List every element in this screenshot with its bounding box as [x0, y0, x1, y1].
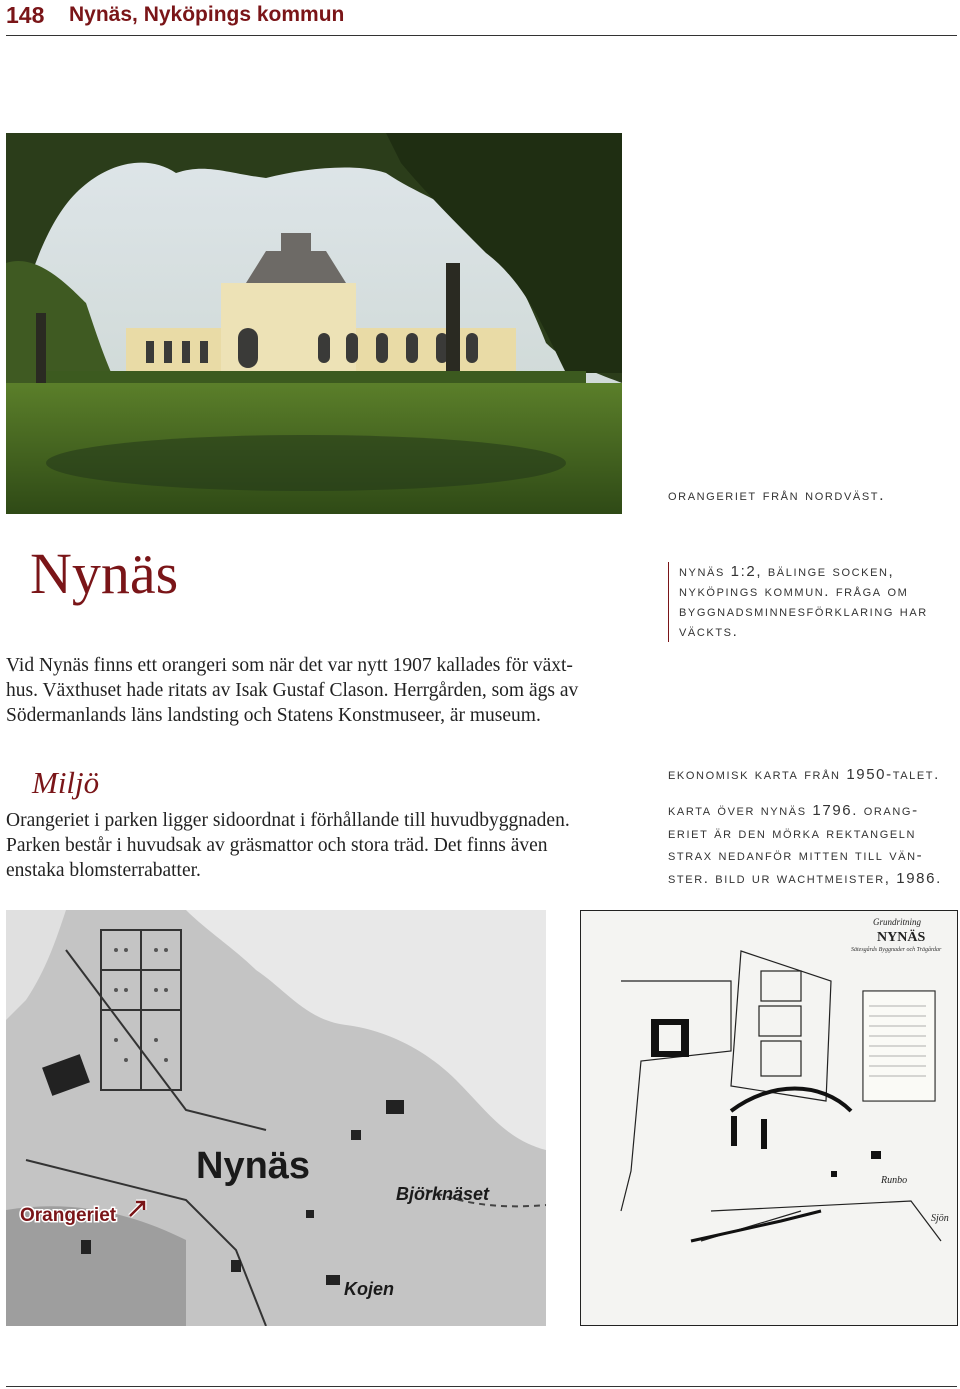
intro-paragraph [6, 653, 578, 728]
intro-line: Vid Nynäs finns ett orangeri som när det var nytt 1907 kallades för växt- [6, 655, 573, 676]
miljo-line: enstaka blomsterrabatter. [6, 860, 201, 881]
property-info [668, 562, 960, 642]
section-heading: Miljö [32, 765, 100, 800]
map2-label-sjon: Sjön [931, 1213, 949, 1224]
property-info-line: nyköpings kommun. fråga om [679, 583, 909, 600]
miljo-line: Orangeriet i parken ligger sidoordnat i förhållande till huvudbyggnaden. [6, 810, 570, 831]
map2-caption-line: ster. bild ur wachtmeister, 1986. [668, 869, 942, 887]
historic-map-1796 [580, 910, 958, 1326]
miljo-line: Parken består i huvudsak av gräsmattor och stora träd. Det finns även [6, 835, 548, 856]
main-heading: Nynäs [30, 541, 179, 606]
map1-label-nynas: Nynäs [196, 1145, 311, 1187]
running-title: Nynäs, Nyköpings kommun [69, 3, 345, 26]
property-info-line: byggnadsminnesförklaring har [679, 603, 928, 620]
map2-caption [668, 800, 942, 890]
map2-label-runbo: Runbo [881, 1175, 908, 1186]
header-rule [6, 35, 957, 36]
map1-caption: ekonomisk karta från 1950-talet. [668, 766, 940, 783]
map2-caption-line: strax nedanför mitten till vän- [668, 847, 924, 864]
miljo-paragraph [6, 808, 570, 883]
map2-caption-line: eriet är den mörka rektangeln [668, 824, 917, 842]
map1-label-orangeriet: Orangeriet [20, 1205, 117, 1226]
intro-line: Södermanlands läns landsting och Statens Konstmuseer, är museum. [6, 705, 541, 726]
orangery-photo [6, 133, 622, 514]
intro-line: hus. Växthuset hade ritats av Isak Gustaf Clason. Herrgården, som ägs av [6, 680, 579, 701]
footer-rule [6, 1386, 957, 1387]
map2-caption-line: karta över nynäs 1796. orang- [668, 802, 919, 819]
page-number: 148 [6, 2, 45, 28]
map1-label-bjorknaset: Björknäset [396, 1184, 490, 1204]
map1-label-kojen: Kojen [344, 1279, 395, 1299]
map2-title-2: NYNÄS [877, 930, 926, 945]
property-info-line: nynäs 1:2, bälinge socken, [679, 563, 895, 580]
photo-caption: orangeriet från nordväst. [668, 487, 886, 504]
map2-title-1: Grundritning [873, 917, 922, 927]
economic-map [6, 910, 546, 1326]
property-info-line: väckts. [679, 623, 739, 640]
map2-title-3: Sätesgårds Byggnader och Trägårdar [851, 947, 942, 953]
